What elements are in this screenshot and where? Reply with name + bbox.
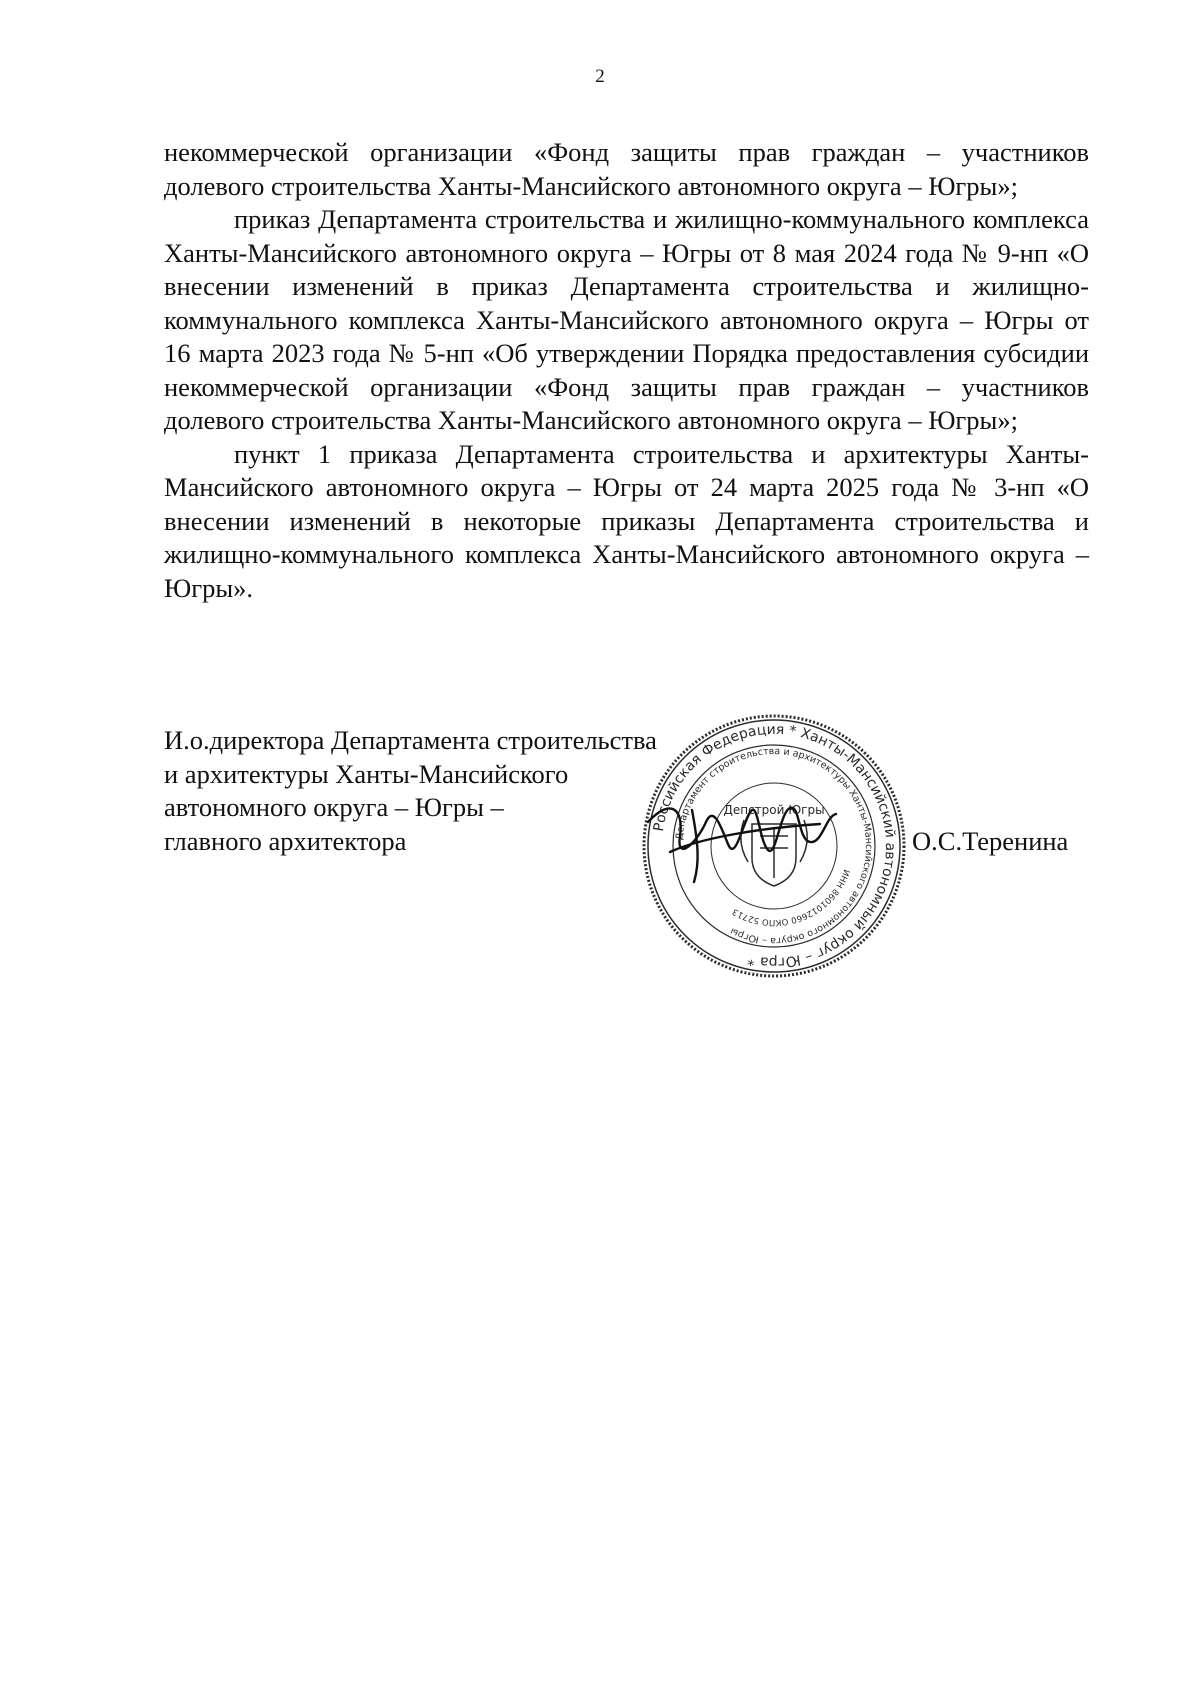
signer-name: О.С.Теренина xyxy=(912,826,1069,856)
signer-position xyxy=(164,724,664,858)
seal-outer-text: Российская Федерация * Ханты-Мансийский автономный округ – Югра * xyxy=(650,721,899,971)
signer-position-line: И.о.директора Департамента строительства xyxy=(164,725,657,755)
coat-of-arms-icon xyxy=(741,820,807,886)
seal-inner-text: Департамент строительства и архитектуры Ханты-Мансийского автономного округа – Югры xyxy=(674,745,875,947)
official-seal-stamp xyxy=(640,712,908,980)
paragraph-order-2024: приказ Департамента строительства и жилищно-коммунального комплекса Ханты-Мансийского автономного округа – Югры от 8 мая 2024 года № 9-нп «О внесении изменений в приказ Департамента строительства и жилищно-коммунального комплекса Ханты-Мансийского автономного округа – Югры от 16 марта 2023 года № 5-нп «Об утверждении Порядка предоставления субсидии некоммерческой организации «Фонд защиты прав граждан – участников долевого строительства Ханты-Мансийского автономного округа – Югры»; xyxy=(164,204,1089,435)
paragraph-order-2025: пункт 1 приказа Департамента строительства и архитектуры Ханты-Мансийского автономного округа – Югры от 24 марта 2025 года № 3-нп «О внесении изменений в некоторые приказы Департамента строительства и жилищно-коммунального комплекса Ханты-Мансийского автономного округа – Югры». xyxy=(164,438,1089,603)
document-body xyxy=(164,136,1089,605)
signer-position-line: главного архитектора xyxy=(164,825,407,856)
signer-position-line: автономного округа – Югры – xyxy=(164,792,504,822)
paragraph-continuation: некоммерческой организации «Фонд защиты прав граждан – участников долевого строительства Ханты-Мансийского автономного округа – Югры»; xyxy=(164,137,1089,201)
seal-center-title: Депстрой Югры xyxy=(723,803,825,817)
signer-position-line: и архитектуры Ханты-Мансийского xyxy=(164,758,569,789)
page-number: 2 xyxy=(595,66,605,87)
seal-graphic xyxy=(640,712,908,980)
seal-code-text: ИНН 8601012660 ОКПО 52713 xyxy=(730,867,852,928)
